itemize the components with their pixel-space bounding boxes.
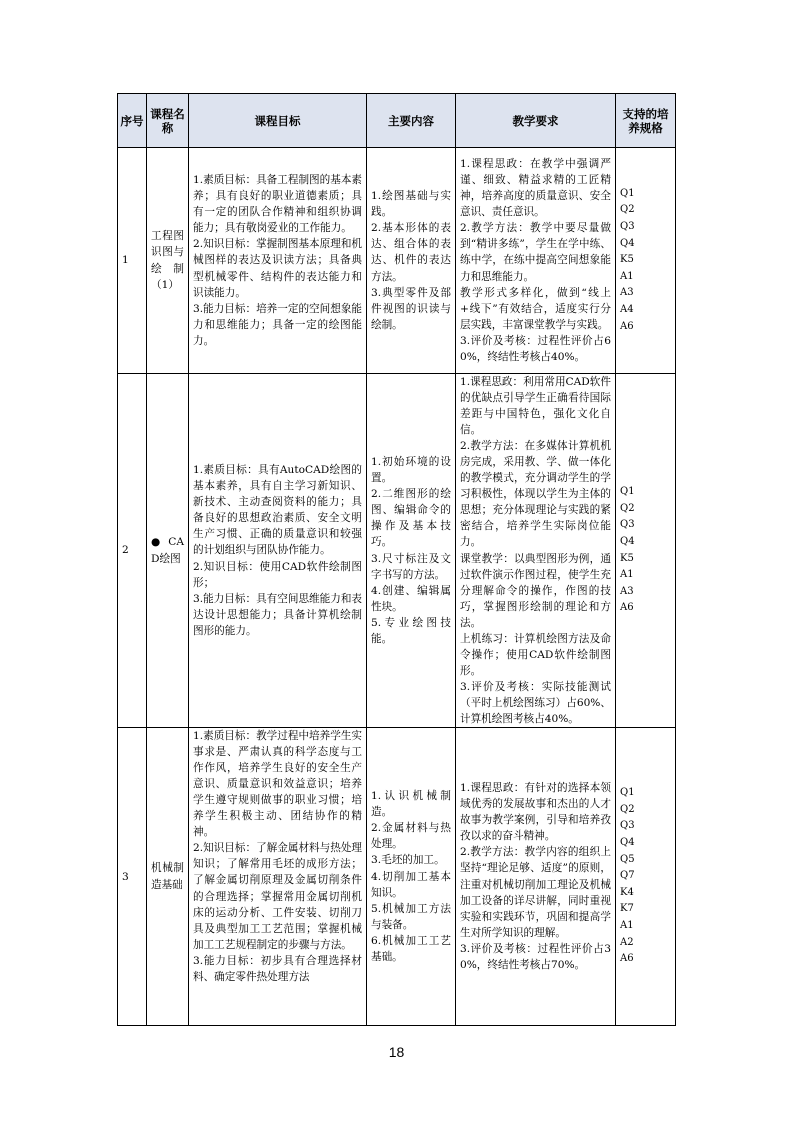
supported-specs — [616, 148, 676, 374]
spec-code: Q3 — [620, 221, 635, 233]
content-item: 6.机械加工工艺基础。 — [371, 934, 451, 963]
content-item: 3.典型零件及部件视图的识读与绘制。 — [371, 286, 451, 331]
goal-item: 2.知识目标：掌握制图基本原理和机械图样的表达及识读方法；具备典型机械零件、结构件的表达能力和识读能力。 — [193, 238, 363, 299]
spec-code: Q4 — [620, 535, 635, 547]
spec-code: Q2 — [620, 204, 635, 216]
requirement-item: 教学形式多样化，做到“线上+线下”有效结合，适度实行分层实践，丰富课堂教学与实践。 — [460, 286, 611, 331]
spec-code: K7 — [620, 903, 634, 915]
spec-code: A2 — [620, 936, 634, 948]
course-goals — [189, 728, 367, 1026]
spec-code: A3 — [620, 287, 634, 299]
main-content — [367, 374, 456, 728]
content-item: 5.专业绘图技能。 — [371, 616, 451, 645]
spec-code: Q7 — [620, 870, 635, 882]
requirement-item: 3.评价及考核：过程性评价占60%，终结性考核占40%。 — [460, 334, 611, 363]
content-item: 4.创建、编辑属性块。 — [371, 584, 451, 613]
spec-code: A6 — [620, 602, 634, 614]
goal-item: 1.素质目标：教学过程中培养学生实事求是、严肃认真的科学态度与工作作风，培养学生良好的安全生产意识、质量意识和效益意识；培养学生遵守规则做事的职业习惯；培养学生积极主动、团结协作的精神。 — [193, 730, 363, 839]
spec-code: Q2 — [620, 803, 635, 815]
spec-code: A3 — [620, 585, 634, 597]
spec-code: Q3 — [620, 519, 635, 531]
course-goals — [189, 148, 367, 374]
row-number: 3 — [118, 728, 147, 1026]
course-name: 机械制造基础 — [147, 728, 189, 1026]
spec-code: K5 — [620, 254, 634, 266]
spec-code: K4 — [620, 886, 634, 898]
header-supported-specs: 支持的培养规格 — [616, 94, 676, 148]
content-item: 2.金属材料与热处理。 — [371, 822, 451, 851]
requirement-item: 2.教学方法：在多媒体计算机机房完成，采用教、学、做一体化的教学模式，充分调动学生的学习积极性，体现以学生为主体的思想；充分体现理论与实践的紧密结合，培养学生实际岗位能力。 — [460, 440, 611, 549]
table-row — [118, 374, 676, 728]
spec-code: Q4 — [620, 837, 635, 849]
spec-code: A1 — [620, 569, 634, 581]
goal-item: 3.能力目标：初步具有合理选择材料、确定零件热处理方法 — [193, 954, 362, 983]
header-teaching-requirements: 教学要求 — [456, 94, 616, 148]
spec-code: Q2 — [620, 502, 635, 514]
content-item: 2.基本形体的表达、组合体的表达、机件的表达方法。 — [371, 222, 451, 283]
spec-code: A1 — [620, 270, 634, 282]
requirement-item: 课堂教学：以典型图形为例，通过软件演示作图过程，使学生充分理解命令的操作，作图的技巧，掌握图形绘制的理论和方法。 — [460, 552, 611, 629]
supported-specs — [616, 374, 676, 728]
header-main-content: 主要内容 — [367, 94, 456, 148]
header-course-name: 课程名称 — [147, 94, 189, 148]
curriculum-table — [117, 93, 676, 1026]
content-item: 3.毛坯的加工。 — [371, 854, 445, 867]
course-goals — [189, 374, 367, 728]
course-name: 工程图识图与绘制（1） — [147, 148, 189, 374]
table-row — [118, 728, 676, 1026]
spec-code: Q4 — [620, 237, 635, 249]
content-item: 1.绘图基础与实践。 — [371, 190, 451, 219]
content-item: 3.尺寸标注及文字书写的方法。 — [371, 552, 451, 581]
teaching-requirements — [456, 148, 616, 374]
table-row — [118, 148, 676, 374]
spec-code: A6 — [620, 953, 634, 965]
content-item: 1.认识机械制造。 — [371, 790, 451, 819]
content-item: 2.二维图形的绘图、编辑命令的操作及基本技巧。 — [371, 488, 451, 549]
header-row — [118, 94, 676, 148]
goal-item: 2.知识目标：使用CAD软件绘制图形； — [193, 560, 362, 589]
course-name: ●CAD绘图 — [147, 374, 189, 728]
goal-item: 1.素质目标：具备工程制图的基本素养；具有良好的职业道德素质；具有一定的团队合作精神和组织协调能力；具有敬岗爱业的工作能力。 — [193, 174, 363, 235]
requirement-item: 3.评价及考核：过程性评价占30%，终结性考核占70%。 — [460, 942, 611, 971]
requirement-item: 1.课程思政：在教学中强调严谨、细致、精益求精的工匠精神，培养高度的质量意识、安全意识、责任意识。 — [460, 158, 611, 219]
goal-item: 3.能力目标：具有空间思维能力和表达设计思想能力；具备计算机绘制图形的能力。 — [193, 592, 363, 637]
main-content — [367, 148, 456, 374]
header-course-goals: 课程目标 — [189, 94, 367, 148]
spec-code: Q5 — [620, 853, 635, 865]
spec-code: A6 — [620, 320, 634, 332]
spec-code: A4 — [620, 303, 634, 315]
page-number: 18 — [388, 1044, 405, 1060]
requirement-item: 2.教学方法：教学中要尽量做到“精讲多练”，学生在学中练、练中学，在练中提高空间想象能力和思维能力。 — [460, 222, 611, 283]
spec-code: Q1 — [620, 187, 635, 199]
goal-item: 2.知识目标：了解金属材料与热处理知识；了解常用毛坯的成形方法；了解金属切削原理及金属切削条件的合理选择；掌握常用金属切削机床的运动分析、工件安装、切削刀具及典型加工工艺范围；掌握机械加工工艺规程制定的步骤与方法。 — [193, 842, 363, 951]
spec-code: Q1 — [620, 787, 635, 799]
goal-item: 3.能力目标：培养一定的空间想象能力和思维能力；具备一定的绘图能力。 — [193, 302, 363, 347]
supported-specs — [616, 728, 676, 1026]
content-item: 1.初始环境的设置。 — [371, 456, 451, 485]
requirement-item: 1.课程思政：利用常用CAD软件的优缺点引导学生正确看待国际差距与中国特色，强化文化自信。 — [460, 376, 611, 437]
spec-code: Q1 — [620, 486, 635, 498]
header-no: 序号 — [118, 94, 147, 148]
requirement-item: 上机练习：计算机绘图方法及命令操作；使用CAD软件绘制图形。 — [460, 632, 611, 677]
row-number: 1 — [118, 148, 147, 374]
content-item: 4.切削加工基本知识。 — [371, 870, 451, 899]
teaching-requirements — [456, 728, 616, 1026]
content-item: 5.机械加工方法与装备。 — [371, 902, 451, 931]
spec-code: Q3 — [620, 820, 635, 832]
requirement-item: 1.课程思政：有针对的选择本领域优秀的发展故事和杰出的人才故事为教学案例，引导和培养孜孜以求的奋斗精神。 — [460, 782, 611, 843]
main-content — [367, 728, 456, 1026]
requirement-item: 2.教学方法：教学内容的组织上坚持“理论足够、适度”的原则，注重对机械切削加工理论及机械加工设备的详尽讲解，同时重视实验和实践环节，巩固和提高学生对所学知识的理解。 — [460, 846, 611, 939]
spec-code: A1 — [620, 920, 634, 932]
requirement-item: 3.评价及考核：实际技能测试（平时上机绘图练习）占60%、计算机绘图考核占40%。 — [460, 680, 611, 725]
teaching-requirements — [456, 374, 616, 728]
goal-item: 1.素质目标：具有AutoCAD绘图的基本素养，具有自主学习新知识、新技术、主动查阅资料的能力；具备良好的思想政治素质、安全文明生产习惯、正确的质量意识和较强的计划组织与团队协作能力。 — [193, 464, 362, 557]
row-number: 2 — [118, 374, 147, 728]
spec-code: K5 — [620, 552, 634, 564]
